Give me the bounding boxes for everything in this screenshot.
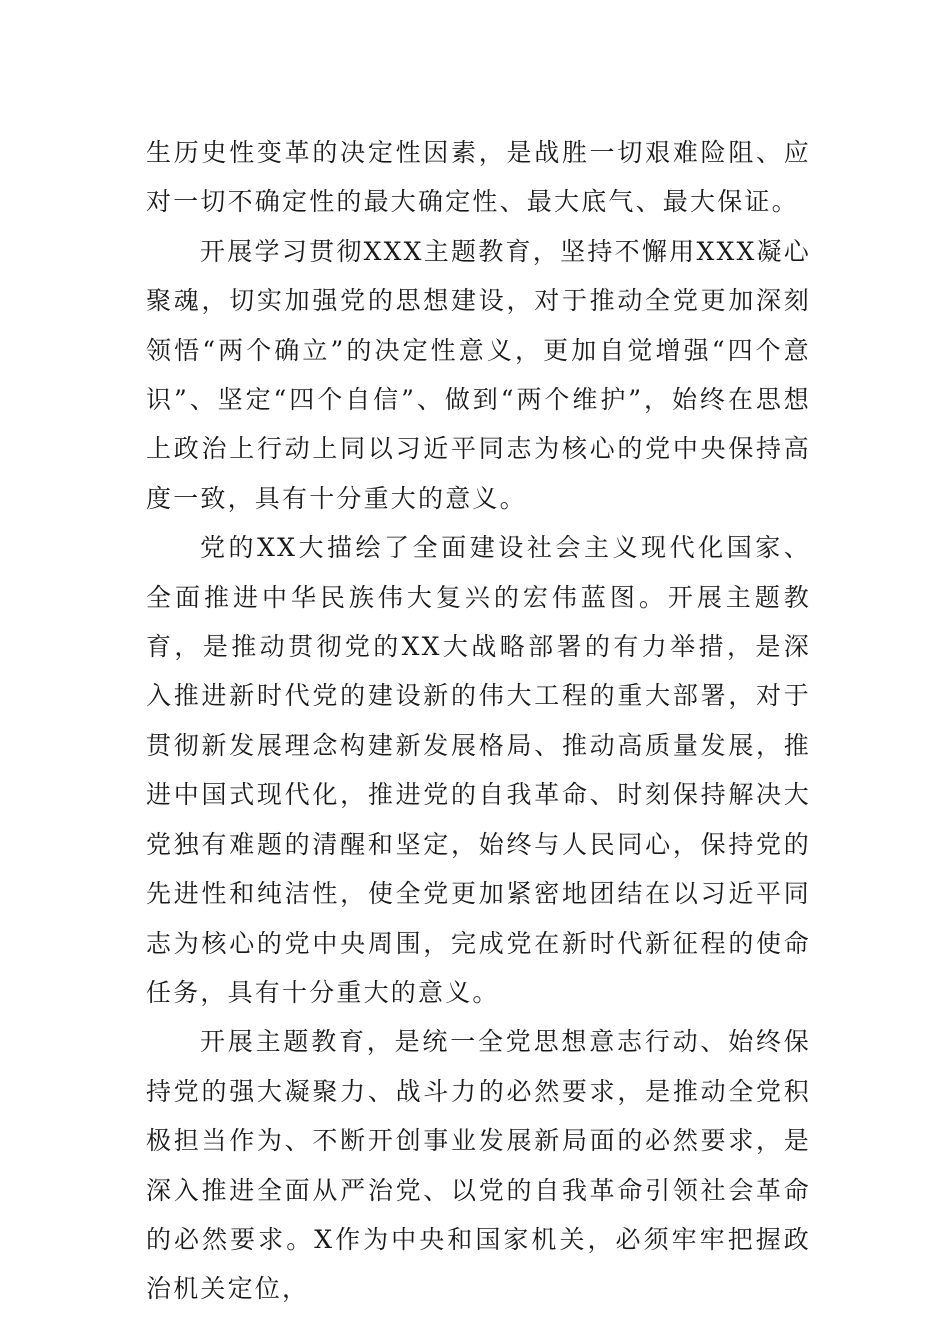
paragraph-1: 生历史性变革的决定性因素，是战胜一切艰难险阻、应对一切不确定性的最大确定性、最大底气、最大保证。 xyxy=(146,138,811,217)
paragraph-2: 开展学习贯彻XXX主题教育，坚持不懈用XXX凝心聚魂，切实加强党的思想建设，对于推动全党更加深刻领悟“两个确立”的决定性意义，更加自觉增强“四个意识”、坚定“四个自信”、做到“两个维护”，始终在思想上政治上行动上同以习近平同志为核心的党中央保持高度一致，具有十分重大的意义。 xyxy=(146,236,811,513)
paragraph-4: 开展主题教育，是统一全党思想意志行动、始终保持党的强大凝聚力、战斗力的必然要求，是推动全党积极担当作为、不断开创事业发展新局面的必然要求，是深入推进全面从严治党、以党的自我革命引领社会革命的必然要求。X作为中央和国家机关，必须牢牢把握政治机关定位， xyxy=(146,1027,811,1304)
paragraph-3: 党的XX大描绘了全面建设社会主义现代化国家、全面推进中华民族伟大复兴的宏伟蓝图。开展主题教育，是推动贯彻党的XX大战略部署的有力举措，是深入推进新时代党的建设新的伟大工程的重大部署，对于贯彻新发展理念构建新发展格局、推动高质量发展，推进中国式现代化，推进党的自我革命、时刻保持解决大党独有难题的清醒和坚定，始终与人民同心，保持党的先进性和纯洁性，使全党更加紧密地团结在以习近平同志为核心的党中央周围，完成党在新时代新征程的使命任务，具有十分重大的意义。 xyxy=(146,533,811,1007)
document-body xyxy=(146,128,811,1314)
